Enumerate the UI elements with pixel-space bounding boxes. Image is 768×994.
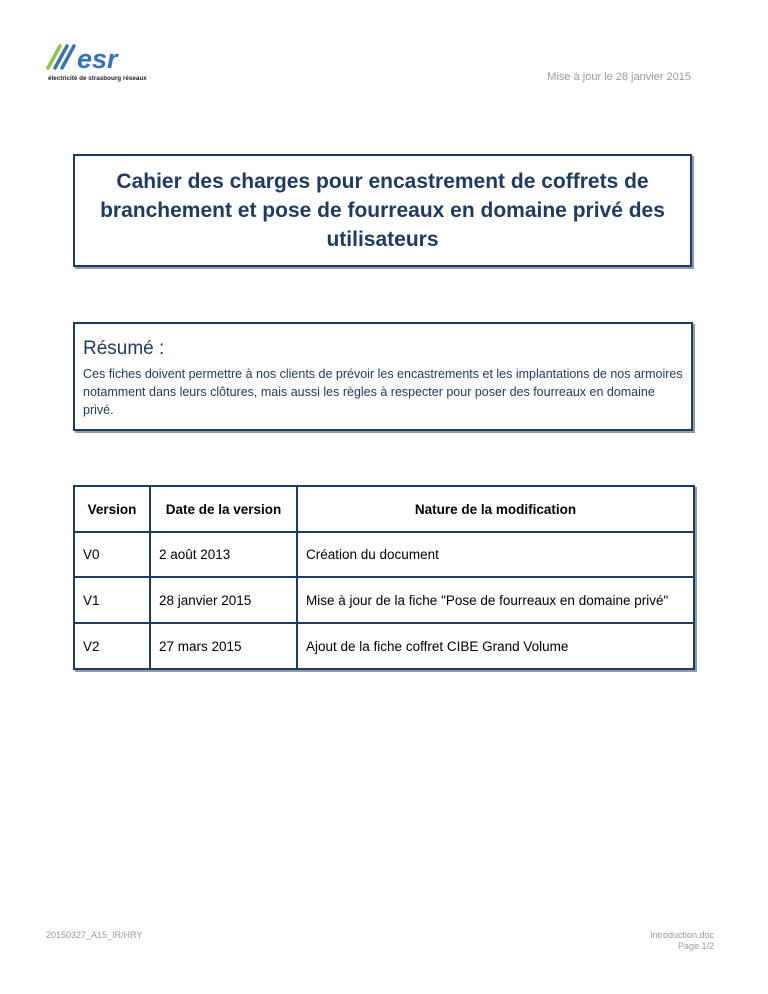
- header-version: Version: [74, 486, 150, 532]
- cell-modification: Mise à jour de la fiche "Pose de fourreaux en domaine privé": [297, 577, 694, 623]
- cell-version: V1: [74, 577, 150, 623]
- esr-logo: [44, 42, 164, 84]
- cell-date: 28 janvier 2015: [150, 577, 297, 623]
- table-header-row: [74, 486, 694, 532]
- cell-date: 2 août 2013: [150, 532, 297, 577]
- header-modification: Nature de la modification: [297, 486, 694, 532]
- esr-logo-graphic: [44, 42, 164, 84]
- logo-wordmark: esr: [77, 44, 118, 74]
- table-row: [74, 623, 694, 669]
- table-row: [74, 532, 694, 577]
- footer-page-number: Page 1/2: [677, 941, 714, 951]
- summary-title: Résumé :: [83, 338, 165, 359]
- cell-version: V2: [74, 623, 150, 669]
- table-row: [74, 577, 694, 623]
- cell-date: 27 mars 2015: [150, 623, 297, 669]
- version-history-table: [73, 485, 695, 670]
- summary-text: Ces fiches doivent permettre à nos clients de prévoir les encastrements et les implantations de nos armoires notamment dans leurs clôtures, mais aussi les règles à respecter pour poser des fourreaux en domaine privé.: [83, 367, 683, 417]
- update-date: Mise à jour le 28 janvier 2015: [547, 71, 691, 83]
- footer-filename: introduction.doc: [650, 930, 714, 940]
- footer-info: [650, 930, 714, 952]
- cell-modification: Création du document: [297, 532, 694, 577]
- document-title: Cahier des charges pour encastrement de coffrets de branchement et pose de fourreaux en domaine privé des utilisateurs: [100, 170, 665, 251]
- summary-box: [73, 322, 693, 431]
- title-box: [73, 154, 692, 267]
- header-date: Date de la version: [150, 486, 297, 532]
- cell-version: V0: [74, 532, 150, 577]
- cell-modification: Ajout de la fiche coffret CIBE Grand Volume: [297, 623, 694, 669]
- footer-reference: 20150327_A15_IR/HRY: [46, 930, 143, 940]
- logo-tagline: électricité de strasbourg réseaux: [48, 75, 147, 82]
